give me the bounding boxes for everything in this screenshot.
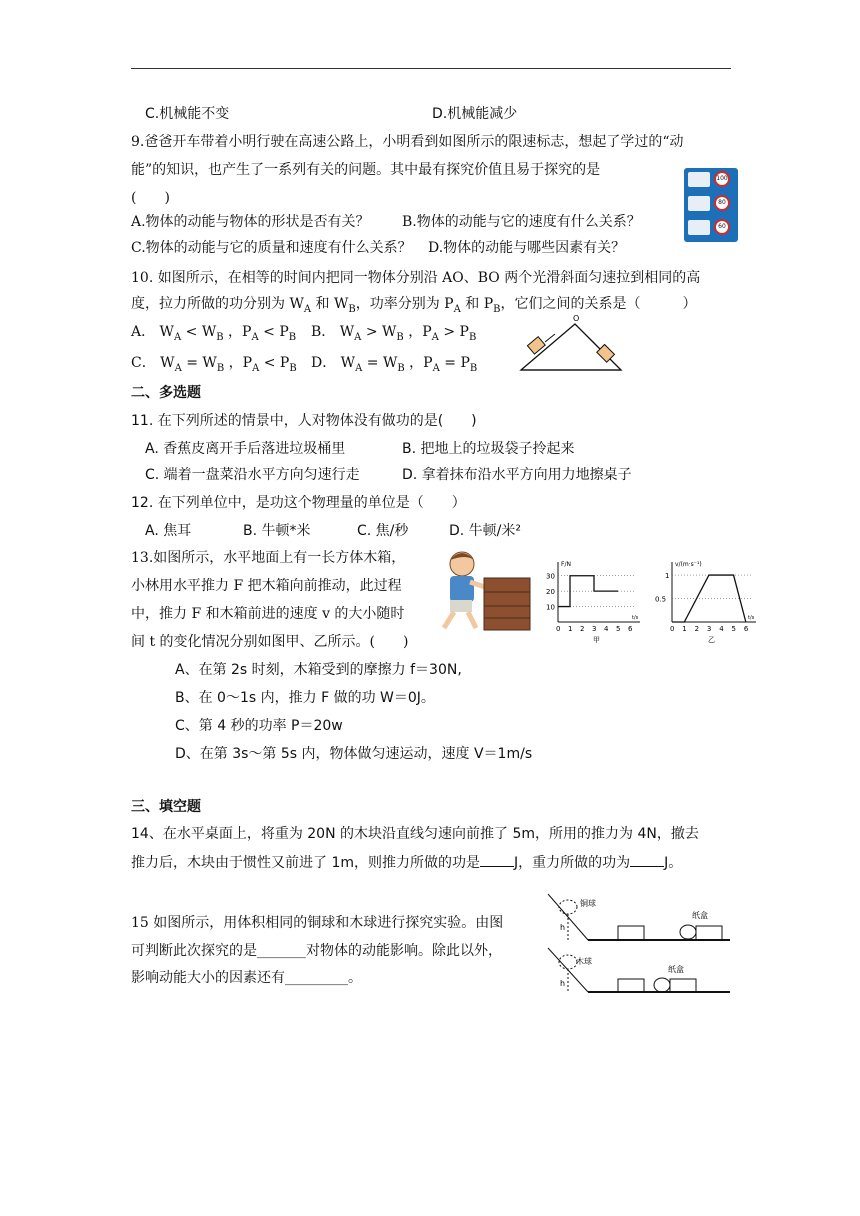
q13-stem-line4: 间 t 的变化情况分别如图甲、乙所示。( ) <box>131 634 409 650</box>
x-tick-label: 5 <box>731 625 737 633</box>
box-moved-top <box>696 926 722 940</box>
x-tick-label: 3 <box>592 625 597 633</box>
q15-line2: 可判断此次探究的是_______对物体的动能影响。除此以外， <box>131 943 502 959</box>
q15-line1: 15 如图所示，用体积相同的铜球和木球进行探究实验。由图 <box>131 915 504 931</box>
x-tick-label: 3 <box>706 625 712 633</box>
truck-icon <box>688 220 710 235</box>
section-3-heading: 三、填空题 <box>131 799 201 815</box>
label-box-bottom: 纸盒 <box>668 965 684 974</box>
q14-line2: 推力后，木块由于惯性又前进了 1m，则推力所做的功是 J，重力所做的功为 J。 <box>131 852 682 873</box>
q11-option-b: B. 把地上的垃圾袋子拎起来 <box>402 441 575 457</box>
label-wood-ball: 木球 <box>576 957 592 966</box>
box-start-bottom <box>618 979 644 992</box>
x-tick-label: 1 <box>568 625 573 633</box>
q14-blank-gravity-work[interactable] <box>630 852 664 867</box>
section-2-heading: 二、多选题 <box>131 385 201 401</box>
x-tick-label: 0 <box>556 625 561 633</box>
copper-ball <box>559 900 577 914</box>
q10-option-a: A． $W_A < W_B$ ，$P_A < P_B$ <box>131 324 297 343</box>
y-tick-label: 0.5 <box>655 595 667 604</box>
label-h-top: h <box>560 923 566 932</box>
y-tick-label: 20 <box>546 588 555 597</box>
speed-limit-100: 100 <box>714 171 730 187</box>
q13-option-a: A、在第 2s 时刻，木箱受到的摩擦力 f＝30N, <box>175 662 462 678</box>
arrow-right <box>589 338 597 346</box>
label-o: O <box>573 314 580 323</box>
x-tick-label: 5 <box>616 625 621 633</box>
q13-option-b: B、在 0～1s 内，推力 F 做的功 W＝0J。 <box>175 690 435 706</box>
q12-option-a: A. 焦耳 <box>145 523 192 539</box>
q10-stem-line2: 度，拉力所做的功分别为 $W_A$ 和 $W_B$，功率分别为 $P_A$ 和 $P_B$，它们之间的关系是（ ） <box>131 296 697 315</box>
y-axis-label: v/(m·s⁻¹) <box>675 561 702 568</box>
x-tick-label: 0 <box>670 625 675 633</box>
q14-blank-work[interactable] <box>480 852 514 867</box>
q8-option-c: C.机械能不变 <box>145 106 230 122</box>
x-tick-label: 4 <box>719 625 724 633</box>
q14-line1: 14、在水平桌面上，将重为 20N 的木块沿直线匀速向前推了 5m，所用的推力为 4N，撤去 <box>131 826 699 842</box>
y-tick-label: 1 <box>665 572 670 581</box>
x-tick-label: 1 <box>682 625 687 633</box>
q12-option-c: C. 焦/秒 <box>357 523 409 539</box>
sign-row-bus <box>688 194 734 214</box>
x-tick-label: 6 <box>743 625 749 633</box>
y-tick-label: 10 <box>546 603 555 612</box>
q13-stem-line2: 小林用水平推力 F 把木箱向前推动，此过程 <box>131 578 402 594</box>
label-h-bottom: h <box>560 979 566 988</box>
q9-stem-line2: 能”的知识，也产生了一系列有关的问题。其中最有探究价值且易于探究的是 <box>131 162 601 178</box>
q8-option-d: D.机械能减少 <box>432 106 518 122</box>
x-axis-label: t/s <box>632 615 639 621</box>
q13-stem-line1: 13.如图所示，水平地面上有一长方体木箱， <box>131 550 406 566</box>
q9-option-d: D.物体的动能与哪些因素有关？ <box>428 240 626 256</box>
boy-leg-front <box>468 612 476 628</box>
chart-caption: 乙 <box>708 636 715 644</box>
wood-ball <box>559 955 577 969</box>
q9-option-b: B.物体的动能与它的速度有什么关系？ <box>402 214 641 230</box>
chart-caption: 甲 <box>593 636 600 644</box>
bus-icon <box>688 196 710 211</box>
incline-figure <box>515 312 627 376</box>
q9-stem-line1: 9.爸爸开车带着小明行驶在高速公路上，小明看到如图所示的限速标志，想起了学过的“动 <box>131 134 684 150</box>
q11-option-d: D. 拿着抹布沿水平方向用力地擦桌子 <box>402 467 632 483</box>
q10-option-b: B． $W_A > W_B$ ，$P_A > P_B$ <box>311 324 477 343</box>
q9-option-c: C.物体的动能与它的质量和速度有什么关系？ <box>131 240 412 256</box>
q10-stem-line1: 10. 如图所示，在相等的时间内把同一物体分别沿 AO、BO 两个光滑斜面匀速拉到相同的高 <box>131 270 701 286</box>
force-time-chart <box>540 560 648 644</box>
header-rule <box>131 68 731 69</box>
ball-rest-top <box>680 925 696 939</box>
q10-option-d: D． $W_A = W_B$ ，$P_A = P_B$ <box>311 355 478 374</box>
boy-shirt <box>450 576 474 602</box>
x-tick-label: 2 <box>694 625 700 633</box>
q13-option-c: C、第 4 秒的功率 P＝20w <box>175 718 343 734</box>
sign-row-truck <box>688 218 734 238</box>
sign-row-car <box>688 170 734 190</box>
velocity-time-chart <box>654 560 764 644</box>
car-icon <box>688 172 710 187</box>
box-start-top <box>618 926 644 940</box>
boy-pushing-crate-illustration <box>436 548 536 634</box>
q12-stem: 12. 在下列单位中，是功这个物理量的单位是（ ） <box>131 495 466 511</box>
q9-answer-paren: ( ) <box>131 190 170 206</box>
speed-limit-80: 80 <box>714 195 730 211</box>
q13-stem-line3: 中，推力 F 和木箱前进的速度 v 的大小随时 <box>131 606 405 622</box>
x-tick-label: 4 <box>604 625 609 633</box>
q11-option-a: A. 香蕉皮离开手后落进垃圾桶里 <box>145 441 346 457</box>
q10-option-c: C． $W_A = W_B$ ，$P_A < P_B$ <box>131 355 297 374</box>
box-moved-bottom <box>670 979 696 992</box>
q12-option-d: D. 牛顿/米² <box>449 523 522 539</box>
q9-option-a: A.物体的动能与物体的形状是否有关？ <box>131 214 370 230</box>
arrow-left <box>545 334 555 342</box>
wooden-crate <box>484 578 530 630</box>
boy-shorts <box>450 600 472 612</box>
speed-limit-sign <box>684 168 738 242</box>
q13-option-d: D、在第 3s～第 5s 内，物体做匀速运动，速度 V＝1m/s <box>175 746 533 762</box>
label-box-top: 纸盒 <box>692 911 708 920</box>
q15-line3: 影响动能大小的因素还有_________。 <box>131 970 362 986</box>
q12-option-b: B. 牛顿*米 <box>243 523 311 539</box>
ball-rest-bottom <box>654 978 670 992</box>
boy-leg-back <box>444 612 454 628</box>
y-axis-label: F/N <box>561 561 571 568</box>
x-tick-label: 6 <box>628 625 633 633</box>
q11-stem: 11. 在下列所述的情景中，人对物体没有做功的是( ) <box>131 413 477 429</box>
ball-box-experiment-figure <box>540 892 732 996</box>
x-axis-label: t/s <box>748 615 755 621</box>
y-tick-label: 30 <box>546 572 555 581</box>
label-copper-ball: 铜球 <box>580 899 596 908</box>
speed-limit-60: 60 <box>714 219 730 235</box>
block-right <box>597 345 615 363</box>
q11-option-c: C. 端着一盘菜沿水平方向匀速行走 <box>145 467 360 483</box>
x-tick-label: 2 <box>580 625 585 633</box>
